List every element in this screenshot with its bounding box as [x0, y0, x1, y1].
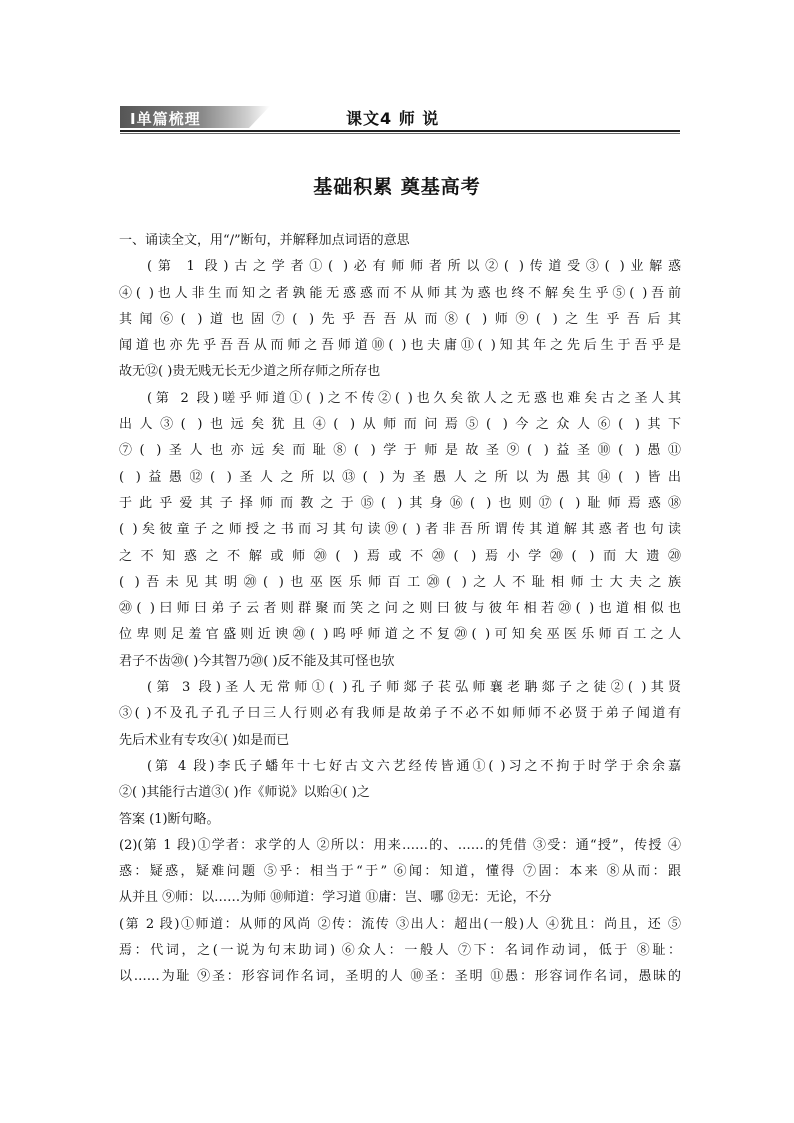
- text-line: 故无⑫( )贵无贱无长无少道之所存师之所存也: [119, 364, 381, 380]
- text-line: ( )吾未见其明⑳( )也巫医乐师百工⑳( )之人不耻相师士大夫之族: [119, 574, 681, 590]
- exercise-instruction: 一、诵读全文，用“/”断句，并解释加点词语的意思: [119, 233, 410, 248]
- answer-line: (第 2 段)①师道：从师的风尚 ②传：流传 ③出人：超出(一般)人 ④犹且：尚且，还 ⑤: [119, 916, 681, 932]
- text-line: (第 2 段)嗟乎师道①( )之不传②( )也久矣欲人之无惑也难矣古之圣人其: [147, 390, 681, 406]
- text-line: ( )益愚⑫( )圣人之所以⑬( )为圣愚人之所以为愚其⑭( )皆出: [119, 469, 681, 485]
- header-rule-thick: [120, 130, 680, 132]
- text-line: 闻道也亦先乎吾吾从而师之吾师道⑩( )也夫庸⑪( )知其年之先后生于吾乎是: [119, 338, 681, 354]
- answer-line: (2)(第 1 段)①学者：求学的人 ②所以：用来……的、……的凭借 ③受：通“授”，传授 ④: [119, 837, 681, 853]
- page-header: [120, 100, 680, 134]
- text-line: ②( )其能行古道③( )作《师说》以贻④( )之: [119, 785, 370, 801]
- answer-line: 焉：代词，之(一说为句末助词) ⑥众人：一般人 ⑦下：名词作动词，低于 ⑧耻：: [119, 943, 681, 959]
- text-line: ④( )也人非生而知之者孰能无惑惑而不从师其为惑也终不解矣生乎⑤( )吾前: [119, 285, 681, 301]
- text-line: (第 3 段)圣人无常师①( )孔子师郯子苌弘师襄老聃郯子之徒②( )其贤: [147, 680, 681, 696]
- lesson-title: 课文4 师 说: [346, 109, 440, 128]
- text-line: 先后术业有专攻④( )如是而已: [119, 732, 290, 748]
- answer-heading: 答案 (1)断句略。: [119, 811, 220, 827]
- answer-line: 以……为耻 ⑨圣：形容词作名词，圣明的人 ⑩圣：圣明 ⑪愚：形容词作名词，愚昧的: [119, 969, 681, 985]
- text-line: ⑦( )圣人也亦远矣而耻⑧( )学于师是故圣⑨( )益圣⑩( )愚⑪: [119, 443, 681, 459]
- text-line: 君子不齿⑳( )今其智乃⑳( )反不能及其可怪也欤: [119, 653, 395, 669]
- text-line: (第 4 段)李氏子蟠年十七好古文六艺经传皆通①( )习之不拘于时学于余余嘉: [147, 758, 681, 774]
- section-title: 基础积累 奠基高考: [313, 176, 481, 198]
- text-line: 之不知惑之不解或师⑳( )焉或不⑳( )焉小学⑳( )而大遗⑳: [119, 548, 681, 564]
- text-line: 其闻⑥( )道也固⑦( )先乎吾吾从而⑧( )师⑨( )之生乎吾后其: [119, 311, 681, 327]
- text-line: ③( )不及孔子孔子曰三人行则必有我师是故弟子不必不如师师不必贤于弟子闻道有: [119, 706, 681, 722]
- text-line: ( )矣彼童子之师授之书而习其句读⑲( )者非吾所谓传其道解其惑者也句读: [119, 522, 681, 538]
- answer-line: 从并且 ⑨师：以……为师 ⑩师道：学习道 ⑪庸：岂、哪 ⑫无：无论，不分: [119, 890, 552, 906]
- body-text: [119, 228, 681, 991]
- section-tag-label: Ⅰ单篇梳理: [130, 110, 201, 128]
- text-line: 位卑则足羞官盛则近谀⑳( )呜呼师道之不复⑳( )可知矣巫医乐师百工之人: [119, 627, 681, 643]
- text-line: (第 1 段)古之学者①( )必有师师者所以②( )传道受③( )业解惑: [147, 259, 681, 275]
- answer-line: 惑：疑惑，疑难问题 ⑤乎：相当于“于” ⑥闻：知道，懂得 ⑦固：本来 ⑧从而：跟: [119, 864, 681, 880]
- header-rule-thin: [120, 133, 680, 134]
- text-line: ⑳( )曰师曰弟子云者则群聚而笑之问之则曰彼与彼年相若⑳( )也道相似也: [119, 601, 681, 617]
- text-line: 出人③( )也远矣犹且④( )从师而问焉⑤( )今之众人⑥( )其下: [119, 417, 681, 433]
- text-line: 于此乎爱其子择师而教之于⑮( )其身⑯( )也则⑰( )耻师焉惑⑱: [119, 495, 681, 511]
